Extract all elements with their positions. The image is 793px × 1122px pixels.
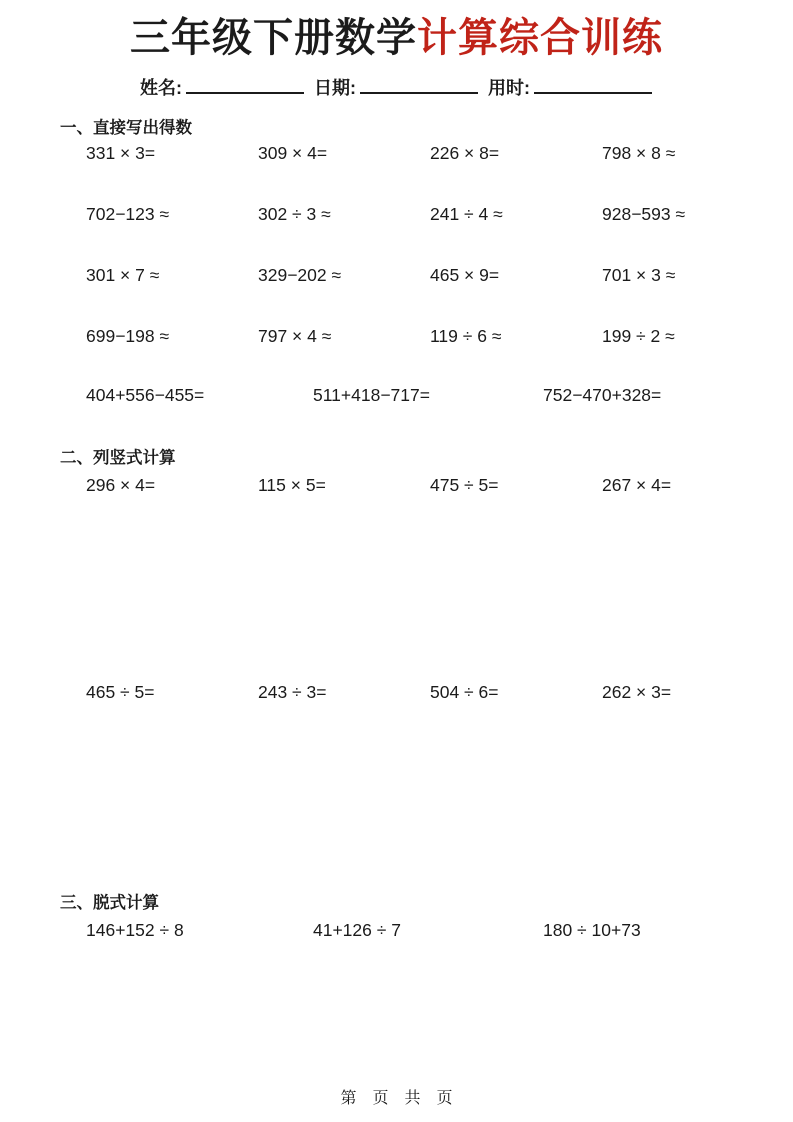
problem: 267 × 4= [602, 475, 672, 495]
problem: 309 × 4= [258, 143, 328, 163]
problem: 798 × 8 ≈ [602, 143, 676, 163]
problem: 301 × 7 ≈ [86, 265, 160, 285]
section-3-row-1 [0, 919, 793, 941]
section-1-row-3 [0, 264, 793, 286]
problem: 465 ÷ 5= [86, 682, 155, 702]
problem: 475 ÷ 5= [430, 475, 499, 495]
problem: 146+152 ÷ 8 [86, 920, 184, 940]
problem: 465 × 9= [430, 265, 500, 285]
time-label: 用时: [488, 78, 530, 98]
problem: 262 × 3= [602, 682, 672, 702]
page-title [0, 0, 793, 62]
problem: 41+126 ÷ 7 [313, 920, 401, 940]
problem: 701 × 3 ≈ [602, 265, 676, 285]
problem: 115 × 5= [258, 475, 326, 495]
problem: 226 × 8= [430, 143, 500, 163]
section-1-row-5 [0, 384, 793, 406]
problem: 699−198 ≈ [86, 326, 170, 346]
section-1-row-2 [0, 203, 793, 225]
name-blank-line [186, 76, 304, 94]
section-1-heading: 一、直接写出得数 [60, 119, 192, 137]
problem: 199 ÷ 2 ≈ [602, 326, 675, 346]
problem: 119 ÷ 6 ≈ [430, 326, 502, 346]
problem: 752−470+328= [543, 385, 662, 405]
date-label: 日期: [314, 78, 356, 98]
section-2-heading: 二、列竖式计算 [60, 449, 176, 467]
section-2-row-2 [0, 681, 793, 703]
problem: 241 ÷ 4 ≈ [430, 204, 503, 224]
header-fields [0, 76, 793, 100]
problem: 928−593 ≈ [602, 204, 686, 224]
problem: 180 ÷ 10+73 [543, 920, 641, 940]
problem: 331 × 3= [86, 143, 156, 163]
section-2-row-1 [0, 474, 793, 496]
name-label: 姓名: [140, 78, 182, 98]
section-1-row-1 [0, 142, 793, 164]
time-blank-line [534, 76, 652, 94]
section-3-heading: 三、脱式计算 [60, 894, 159, 912]
problem: 511+418−717= [313, 385, 430, 405]
problem: 404+556−455= [86, 385, 205, 405]
problem: 504 ÷ 6= [430, 682, 499, 702]
page-footer: 第 页 共 页 [340, 1090, 453, 1107]
title-black-part: 三年级下册数学 [130, 16, 417, 60]
problem: 329−202 ≈ [258, 265, 342, 285]
section-1-row-4 [0, 325, 793, 347]
problem: 243 ÷ 3= [258, 682, 327, 702]
problem: 702−123 ≈ [86, 204, 170, 224]
title-red-part: 计算综合训练 [417, 16, 663, 60]
problem: 797 × 4 ≈ [258, 326, 332, 346]
date-blank-line [360, 76, 478, 94]
problem: 302 ÷ 3 ≈ [258, 204, 331, 224]
problem: 296 × 4= [86, 475, 156, 495]
